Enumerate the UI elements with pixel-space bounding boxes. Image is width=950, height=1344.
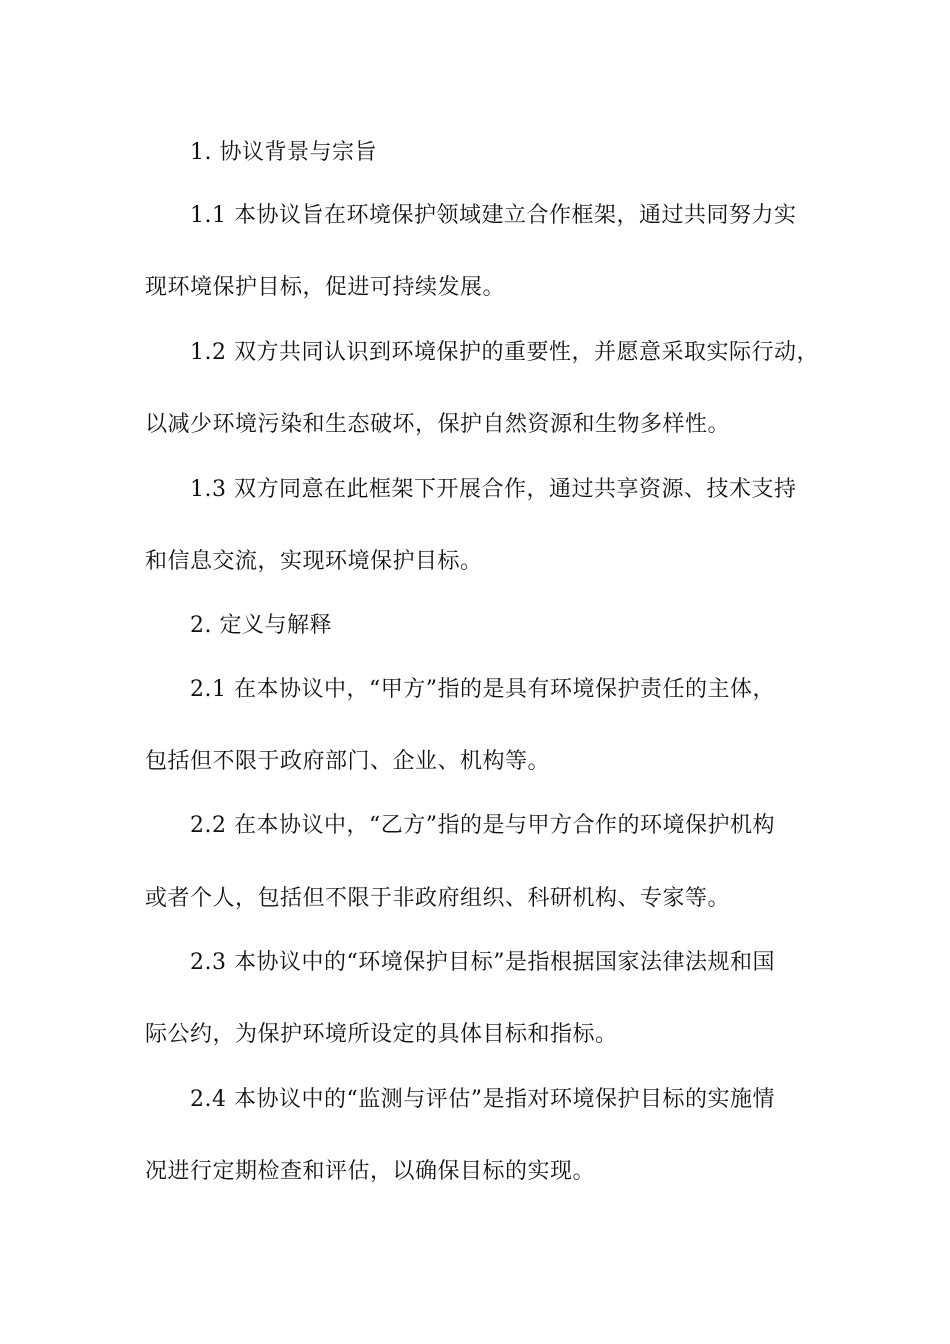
paragraph-1-2-line-2: 以减少环境污染和生态破坏，保护自然资源和生物多样性。 — [145, 412, 731, 437]
paragraph-2-2-line-2: 或者个人，包括但不限于非政府组织、科研机构、专家等。 — [145, 886, 731, 911]
paragraph-1-1-line-2: 现环境保护目标，促进可持续发展。 — [145, 275, 506, 300]
paragraph-2-1-line-2: 包括但不限于政府部门、企业、机构等。 — [145, 749, 551, 774]
paragraph-1-2-line-1: 1.2 双方共同认识到环境保护的重要性，并愿意采取实际行动， — [190, 340, 819, 365]
paragraph-2-1-line-1: 2.1 在本协议中，“甲方”指的是具有环境保护责任的主体， — [190, 677, 775, 702]
paragraph-2-2-line-1: 2.2 在本协议中，“乙方”指的是与甲方合作的环境保护机构 — [190, 813, 775, 838]
paragraph-1-1-line-1: 1.1 本协议旨在环境保护领域建立合作框架，通过共同努力实 — [190, 203, 797, 228]
heading-section-1: 1. 协议背景与宗旨 — [190, 140, 377, 165]
paragraph-2-3-line-1: 2.3 本协议中的“环境保护目标”是指根据国家法律法规和国 — [190, 950, 775, 975]
paragraph-2-4-line-1: 2.4 本协议中的“监测与评估”是指对环境保护目标的实施情 — [190, 1087, 775, 1112]
paragraph-2-4-line-2: 况进行定期检查和评估，以确保目标的实现。 — [145, 1159, 596, 1184]
heading-section-2: 2. 定义与解释 — [190, 613, 332, 638]
paragraph-1-3-line-1: 1.3 双方同意在此框架下开展合作，通过共享资源、技术支持 — [190, 477, 797, 502]
paragraph-2-3-line-2: 际公约，为保护环境所设定的具体目标和指标。 — [145, 1022, 618, 1047]
paragraph-1-3-line-2: 和信息交流，实现环境保护目标。 — [145, 549, 483, 574]
